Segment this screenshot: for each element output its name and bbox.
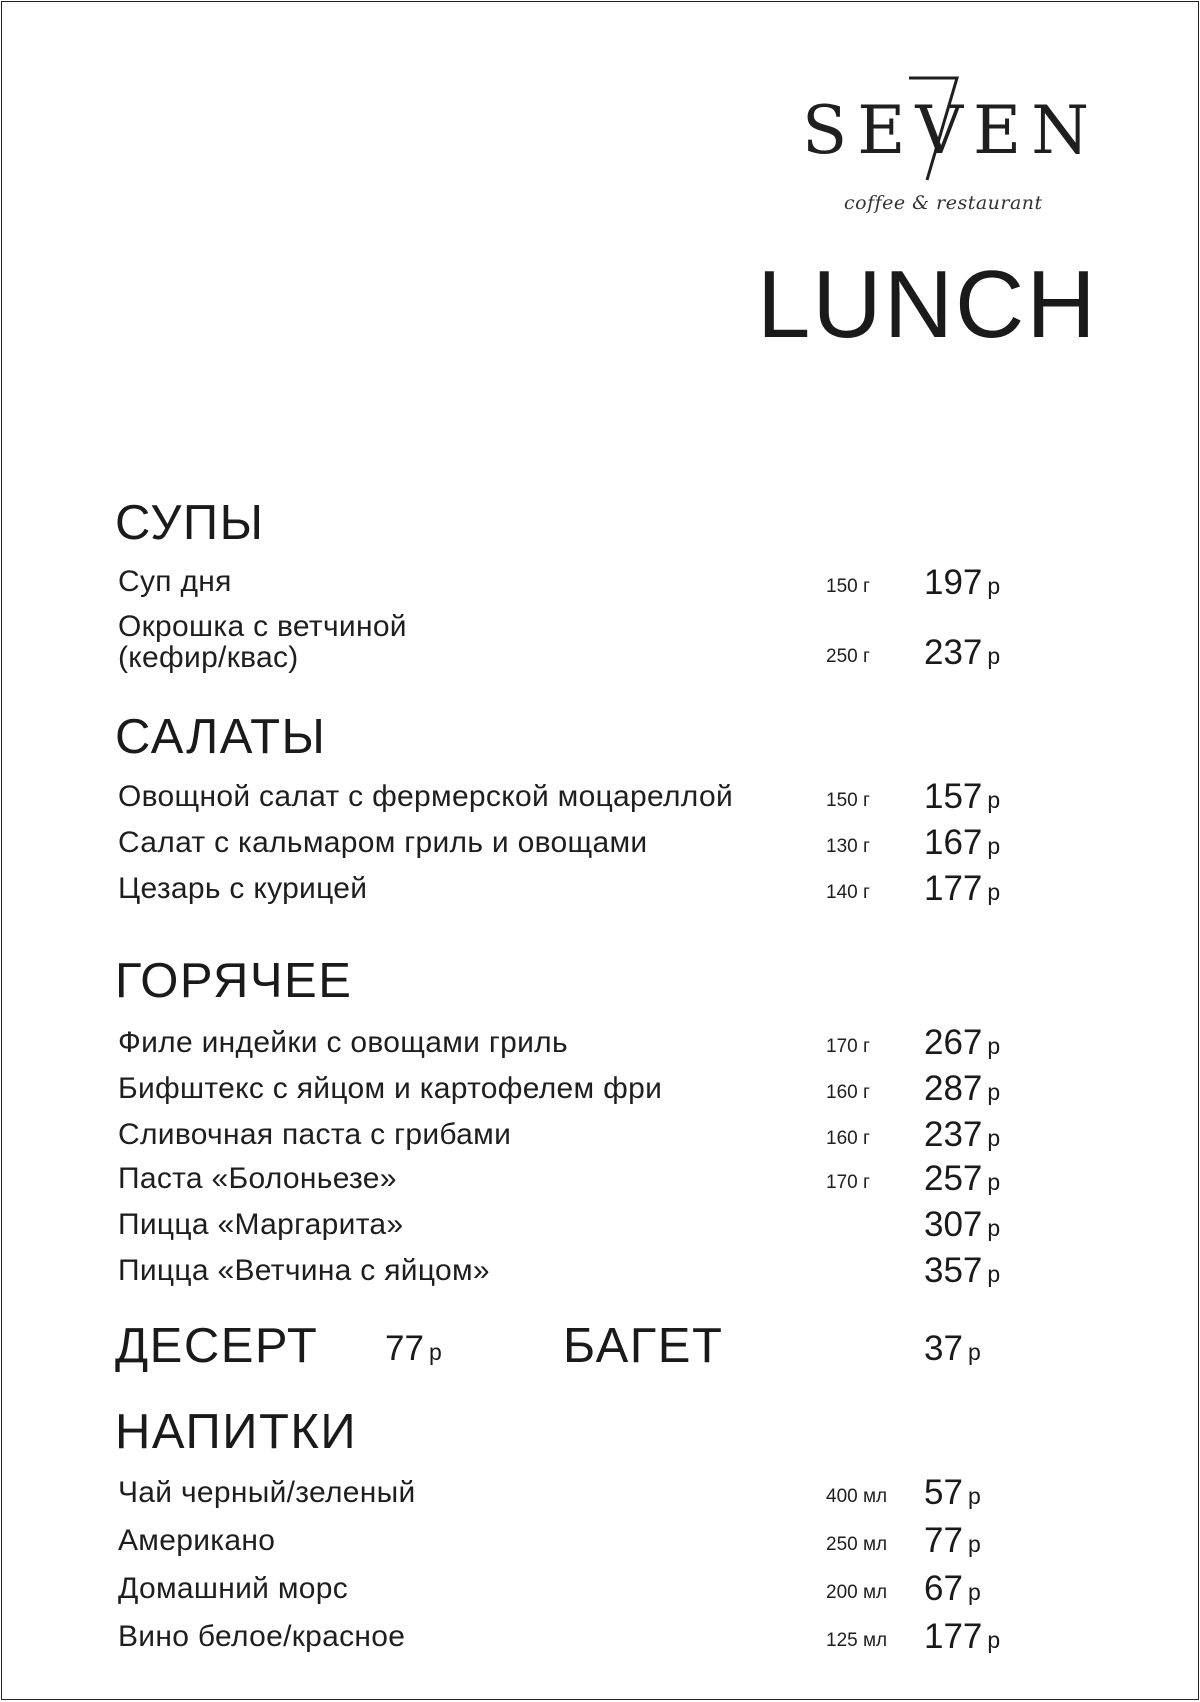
section-title-drinks: НАПИТКИ [115,1405,358,1459]
item-weight: 160 г [826,1082,870,1103]
item-price: 67 р [924,1569,981,1608]
item-name: Пицца «Ветчина с яйцом» [118,1254,490,1287]
item-price: 167 р [924,823,1001,862]
seven-logo [792,72,1099,222]
item-price: 177 р [924,869,1001,908]
section-title-soups: СУПЫ [115,496,265,550]
baguette-price: 37 р [924,1329,981,1368]
item-name: Бифштекс с яйцом и картофелем фри [118,1072,663,1105]
item-price: 177 р [924,1617,1001,1656]
item-name: Овощной салат с фермерской моцареллой [118,780,733,813]
item-name: Чай черный/зеленый [118,1476,416,1509]
item-name: Паста «Болоньезе» [118,1162,397,1195]
item-weight: 250 мл [826,1534,888,1555]
item-name: Суп дня [118,565,232,598]
item-name: Цезарь с курицей [118,872,368,905]
item-weight: 160 г [826,1128,870,1149]
item-price: 197 р [924,563,1001,602]
item-weight: 150 г [826,576,870,597]
dessert-price: 77 р [385,1329,442,1368]
page-title: LUNCH [757,251,1098,358]
item-name: Салат с кальмаром гриль и овощами [118,826,648,859]
item-price: 287 р [924,1069,1001,1108]
item-weight: 400 мл [826,1486,888,1507]
item-price: 157 р [924,777,1001,816]
item-name: Пицца «Маргарита» [118,1208,404,1241]
item-price: 357 р [924,1251,1001,1290]
item-weight: 150 г [826,790,870,811]
item-name: Филе индейки с овощами гриль [118,1026,568,1059]
section-title-salads: САЛАТЫ [115,710,327,764]
item-weight: 125 мл [826,1630,888,1651]
item-weight: 170 г [826,1036,870,1057]
section-title-hot: ГОРЯЧЕЕ [115,954,353,1008]
section-title-dessert: ДЕСЕРТ [115,1319,319,1373]
menu-page [1,1,1199,1700]
item-name: Сливочная паста с грибами [118,1118,512,1151]
item-price: 267 р [924,1023,1001,1062]
section-title-baguette: БАГЕТ [563,1319,724,1373]
item-weight: 170 г [826,1172,870,1193]
item-price: 77 р [924,1521,981,1560]
item-name: Вино белое/красное [118,1620,406,1653]
item-name: Американо [118,1524,276,1557]
item-price: 307 р [924,1205,1001,1244]
item-name: Домашний морс [118,1572,349,1605]
item-price: 257 р [924,1159,1001,1198]
item-price: 237 р [924,633,1001,672]
item-weight: 130 г [826,836,870,857]
item-weight: 200 мл [826,1582,888,1603]
item-price: 57 р [924,1473,981,1512]
brand-tagline: coffee & restaurant [844,192,1043,214]
item-weight: 140 г [826,882,870,903]
item-name-line-1: Окрошка с ветчиной [118,610,407,643]
item-name-line-2: (кефир/квас) [118,641,299,674]
item-weight: 250 г [826,646,870,667]
item-price: 237 р [924,1115,1001,1154]
brand-name: SEVEN [802,92,1099,169]
